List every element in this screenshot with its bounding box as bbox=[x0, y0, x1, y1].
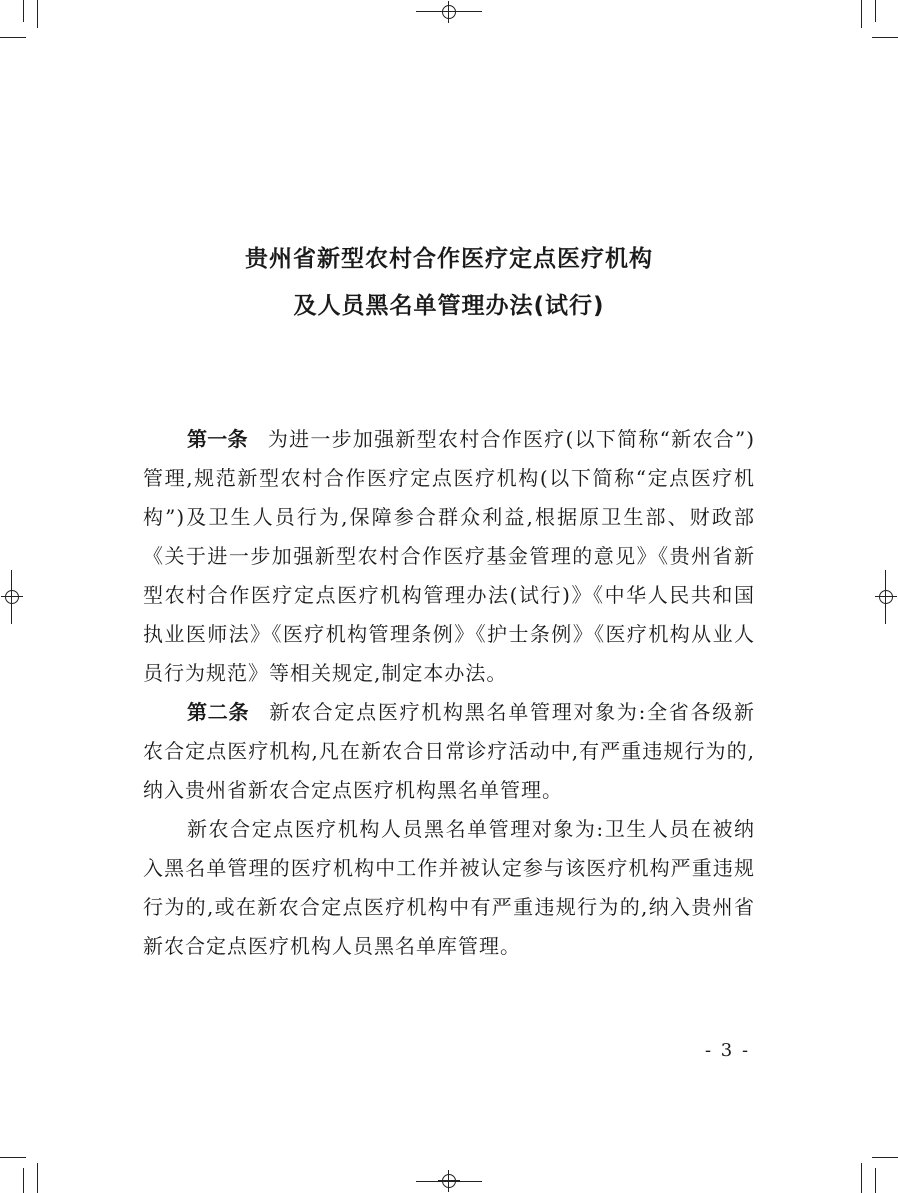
crop-mark bbox=[23, 0, 24, 22]
crop-mark bbox=[861, 0, 862, 28]
registration-mark-icon bbox=[1, 586, 23, 608]
document-body bbox=[143, 420, 755, 966]
paragraph bbox=[143, 420, 755, 693]
crop-mark bbox=[11, 570, 12, 624]
crop-mark bbox=[37, 1163, 38, 1193]
document-title-line-2: 及人员黑名单管理办法(试行) bbox=[293, 293, 605, 319]
crop-mark bbox=[37, 0, 38, 28]
crop-mark bbox=[875, 1168, 876, 1193]
crop-mark bbox=[0, 37, 26, 38]
article-label: 第一条 bbox=[187, 427, 248, 451]
crop-mark bbox=[872, 37, 898, 38]
registration-mark-icon bbox=[438, 1, 460, 23]
crop-mark bbox=[885, 570, 886, 624]
registration-mark-icon bbox=[875, 586, 897, 608]
crop-mark bbox=[875, 0, 876, 22]
crop-mark bbox=[23, 1168, 24, 1193]
article-label: 第二条 bbox=[187, 700, 250, 724]
crop-mark bbox=[416, 11, 482, 12]
page-number: - 3 - bbox=[705, 1040, 751, 1061]
paragraph-text: 为进一步加强新型农村合作医疗(以下简称“新农合”)管理,规范新型农村合作医疗定点医疗机构(以下简称“定点医疗机构”)及卫生人员行为,保障参合群众利益,根据原卫生部、财政部《关于进一步加强新型农村合作医疗基金管理的意见》《贵州省新型农村合作医疗定点医疗机构管理办法(试行)》《中华人民共和国执业医师法》《医疗机构管理条例》《护士条例》《医疗机构从业人员行为规范》等相关规定,制定本办法。 bbox=[143, 427, 756, 685]
paragraph bbox=[143, 810, 755, 966]
crop-mark bbox=[0, 1157, 26, 1158]
crop-mark bbox=[861, 1163, 862, 1193]
paragraph-text: 新农合定点医疗机构黑名单管理对象为:全省各级新农合定点医疗机构,凡在新农合日常诊疗活动中,有严重违规行为的,纳入贵州省新农合定点医疗机构黑名单管理。 bbox=[143, 700, 756, 802]
document-title-line-1: 贵州省新型农村合作医疗定点医疗机构 bbox=[245, 246, 653, 272]
paragraph bbox=[143, 693, 755, 810]
paragraph-text: 新农合定点医疗机构人员黑名单管理对象为:卫生人员在被纳入黑名单管理的医疗机构中工作并被认定参与该医疗机构严重违规行为的,或在新农合定点医疗机构中有严重违规行为的,纳入贵州省新农合定点医疗机构人员黑名单库管理。 bbox=[143, 817, 755, 958]
crop-mark bbox=[872, 1157, 898, 1158]
crop-mark bbox=[416, 1181, 482, 1182]
